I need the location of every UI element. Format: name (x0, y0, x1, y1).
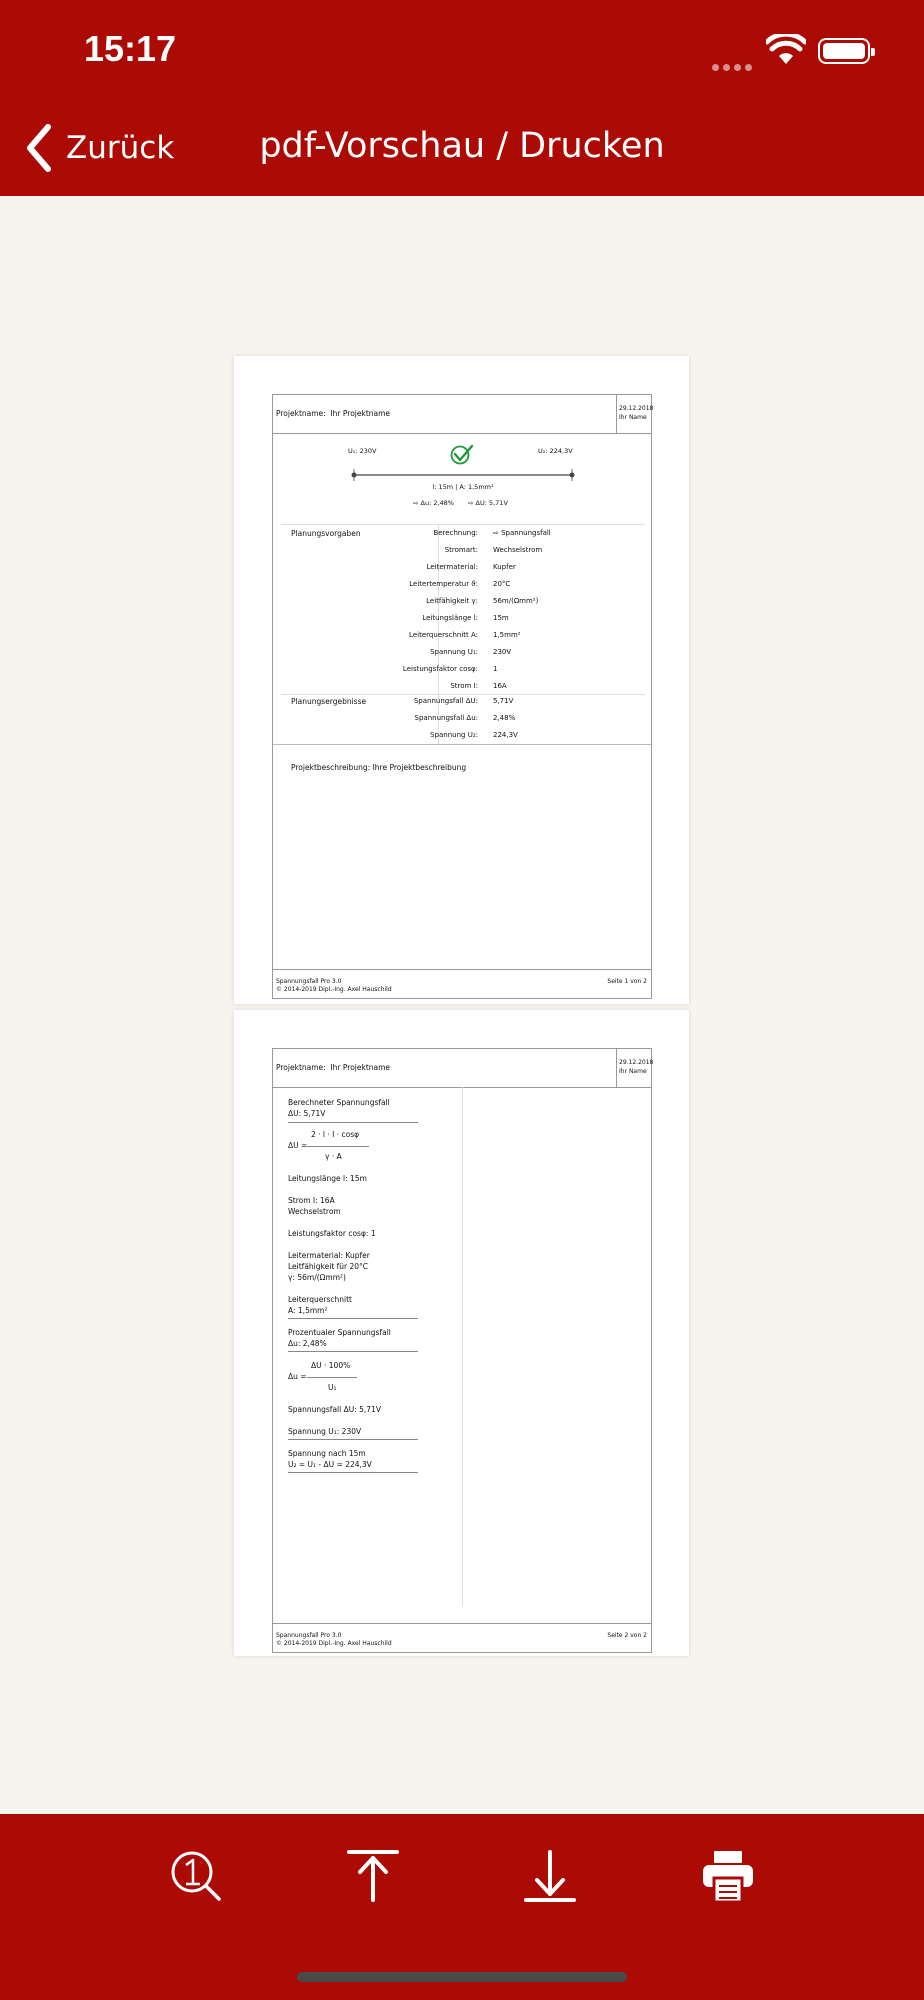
row-value: 20°C (493, 580, 511, 588)
row-value: 16A (493, 682, 507, 690)
row-label: Spannung U₂: (430, 731, 478, 739)
divider (288, 1472, 418, 1473)
calc-power-factor: Leistungsfaktor cosφ: 1 (288, 1229, 376, 1238)
page-frame (272, 1048, 652, 1653)
diagram-params: l: 15m | A: 1,5mm² (432, 483, 494, 491)
calc-title: Berechneter Spannungsfall (288, 1098, 390, 1107)
page-frame (272, 394, 652, 999)
row-value: Wechselstrom (493, 546, 543, 554)
row-value: 5,71V (493, 697, 514, 705)
scroll-bottom-icon[interactable] (522, 1848, 578, 1904)
row-value: 224,3V (493, 731, 518, 739)
pdf-page-2[interactable] (234, 1010, 689, 1656)
calc-du: ΔU: 5,71V (288, 1109, 326, 1118)
row-label: Spannungsfall ΔU: (413, 697, 478, 705)
formula-lhs: ΔU = (288, 1141, 308, 1150)
zoom-icon[interactable] (168, 1848, 224, 1904)
divider (288, 1439, 418, 1440)
row-value: ⇨ Spannungsfall (493, 529, 551, 537)
page-header (273, 395, 654, 434)
row-label: Berechnung: (433, 529, 478, 537)
checkmark-icon (449, 443, 475, 465)
footer-copyright: © 2014-2019 Dipl.-Ing. Axel Hauschild (276, 986, 392, 993)
row-label: Spannungsfall Δu: (414, 714, 478, 722)
battery-icon (818, 38, 870, 64)
row-label: Leitfähigkeit γ: (426, 597, 478, 605)
calc-gamma: γ: 56m/(Ωmm²) (288, 1273, 346, 1282)
status-time: 15:17 (84, 28, 177, 69)
calc-current: Strom I: 16A (288, 1196, 335, 1205)
divider (273, 744, 651, 745)
calc-conductivity: Leitfähigkeit für 20°C (288, 1262, 369, 1271)
row-label: Stromart: (444, 546, 478, 554)
footer-page-number: Seite 1 von 2 (607, 978, 647, 985)
project-label: Projektname: (276, 1063, 326, 1072)
page-title: pdf-Vorschau / Drucken (259, 126, 665, 166)
page-footer (273, 969, 651, 998)
print-icon[interactable] (700, 1848, 756, 1904)
column-divider (462, 1087, 463, 1607)
fraction-bar (307, 1146, 369, 1147)
row-label: Leiterquerschnitt A: (409, 631, 478, 639)
page-footer (273, 1623, 651, 1652)
row-value: 56m/(Ωmm²) (493, 597, 539, 605)
cellular-signal-icon (712, 56, 756, 75)
row-label: Leitertemperatur ϑ: (409, 580, 478, 588)
calc-after-title: Spannung nach 15m (288, 1449, 366, 1458)
calc-cross-title: Leiterquerschnitt (288, 1295, 352, 1304)
calc-length: Leitungslänge l: 15m (288, 1174, 367, 1183)
scroll-top-icon[interactable] (345, 1848, 401, 1904)
row-value: 1 (493, 665, 498, 673)
divider (288, 1318, 418, 1319)
fraction-bar (307, 1377, 357, 1378)
footer-copyright: © 2014-2019 Dipl.-Ing. Axel Hauschild (276, 1640, 392, 1647)
row-value: 1,5mm² (493, 631, 521, 639)
page-date: 29.12.2018 (619, 1059, 654, 1066)
calc-cross: A: 1,5mm² (288, 1306, 328, 1315)
section-title: Planungsvorgaben (291, 529, 361, 538)
page-author: Ihr Name (619, 414, 647, 421)
row-value: 15m (493, 614, 509, 622)
back-label: Zurück (66, 130, 175, 166)
calc-u1: Spannung U₁: 230V (288, 1427, 362, 1436)
conductor-line-icon (348, 469, 578, 481)
formula-numerator: ΔU · 100% (311, 1361, 351, 1370)
navigation-bar (0, 0, 924, 196)
divider (288, 1122, 418, 1123)
divider (281, 524, 645, 525)
row-label: Leistungsfaktor cosφ: (402, 665, 478, 673)
calc-after: U₂ = U₁ - ΔU = 224,3V (288, 1460, 372, 1469)
project-name: Ihr Projektname (330, 409, 391, 418)
pdf-page-1[interactable] (234, 356, 689, 1004)
row-label: Strom I: (450, 682, 478, 690)
divider (288, 1351, 418, 1352)
formula-denominator: γ · A (325, 1152, 342, 1161)
row-value: 2,48% (493, 714, 516, 722)
row-value: 230V (493, 648, 512, 656)
calc-pct-title: Prozentualer Spannungsfall (288, 1328, 391, 1337)
diagram-du-pct: ⇨ Δu: 2,48% (413, 499, 454, 507)
diagram-u2: U₂: 224,3V (538, 447, 573, 455)
row-value: Kupfer (493, 563, 516, 571)
calc-current-type: Wechselstrom (288, 1207, 341, 1216)
page-date: 29.12.2018 (619, 405, 654, 412)
diagram-u1: U₁: 230V (348, 447, 377, 455)
project-name: Ihr Projektname (330, 1063, 391, 1072)
calc-drop: Spannungsfall ΔU: 5,71V (288, 1405, 381, 1414)
footer-app: Spannungsfall Pro 3.0 (276, 978, 342, 985)
project-description: Projektbeschreibung: Ihre Projektbeschreibung (291, 763, 467, 772)
formula-denominator: U₁ (328, 1383, 337, 1392)
footer-app: Spannungsfall Pro 3.0 (276, 1632, 342, 1639)
formula-lhs: Δu = (288, 1372, 307, 1381)
wifi-icon (766, 34, 806, 66)
page-author: Ihr Name (619, 1068, 647, 1075)
row-label: Leitungslänge l: (422, 614, 478, 622)
divider (281, 694, 645, 695)
footer-page-number: Seite 2 von 2 (607, 1632, 647, 1639)
formula-numerator: 2 · l · I · cosφ (311, 1130, 360, 1139)
row-label: Spannung U₁: (430, 648, 478, 656)
page-header (273, 1049, 654, 1088)
calc-pct: Δu: 2,48% (288, 1339, 327, 1348)
project-label: Projektname: (276, 409, 326, 418)
diagram-du: ⇨ ΔU: 5,71V (468, 499, 508, 507)
row-label: Leitermaterial: (426, 563, 478, 571)
calc-material: Leitermaterial: Kupfer (288, 1251, 370, 1260)
section-title: Planungsergebnisse (291, 697, 367, 706)
home-indicator[interactable] (297, 1972, 627, 1982)
